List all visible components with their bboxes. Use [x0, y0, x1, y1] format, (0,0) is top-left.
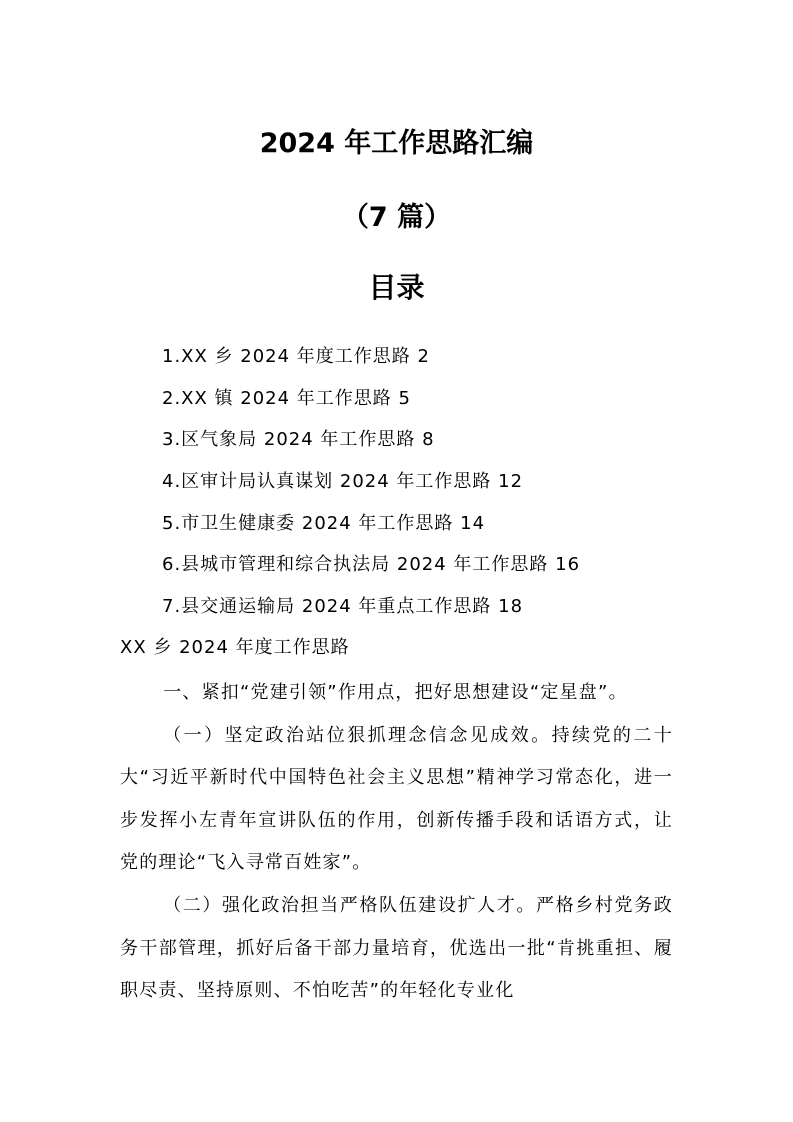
document-subtitle: （7 篇） — [341, 202, 452, 233]
toc-item[interactable]: 2.XX 镇 2024 年工作思路 5 — [162, 387, 411, 409]
section-heading: XX 乡 2024 年度工作思路 — [120, 637, 350, 658]
toc-item[interactable]: 5.市卫生健康委 2024 年工作思路 14 — [162, 512, 486, 534]
section-body — [120, 672, 673, 1013]
body-paragraph: （二）强化政治担当严格队伍建设扩人才。严格乡村党务政务干部管理，抓好后备干部力量培育，优选出一批“肯挑重担、履职尽责、坚持原则、不怕吃苦”的年轻化专业化 — [120, 894, 673, 1002]
body-paragraph: （一）坚定政治站位狠抓理念信念见成效。持续党的二十大“习近平新时代中国特色社会主义思想”精神学习常态化，进一步发挥小左青年宣讲队伍的作用，创新传播手段和话语方式，让党的理论“飞入寻常百姓家”。 — [120, 724, 673, 874]
toc-heading: 目录 — [368, 271, 425, 304]
toc-item[interactable]: 6.县城市管理和综合执法局 2024 年工作思路 16 — [162, 554, 581, 576]
toc-item[interactable]: 1.XX 乡 2024 年度工作思路 2 — [162, 346, 430, 367]
toc-item[interactable]: 3.区气象局 2024 年工作思路 8 — [162, 429, 435, 451]
toc-item[interactable]: 7.县交通运输局 2024 年重点工作思路 18 — [162, 596, 524, 618]
table-of-contents — [162, 341, 580, 633]
toc-item[interactable]: 4.区审计局认真谋划 2024 年工作思路 12 — [162, 471, 524, 493]
body-paragraph: 一、紧扣“党建引领”作用点，把好思想建设“定星盘”。 — [163, 682, 628, 703]
document-title: 2024 年工作思路汇编 — [259, 128, 534, 159]
